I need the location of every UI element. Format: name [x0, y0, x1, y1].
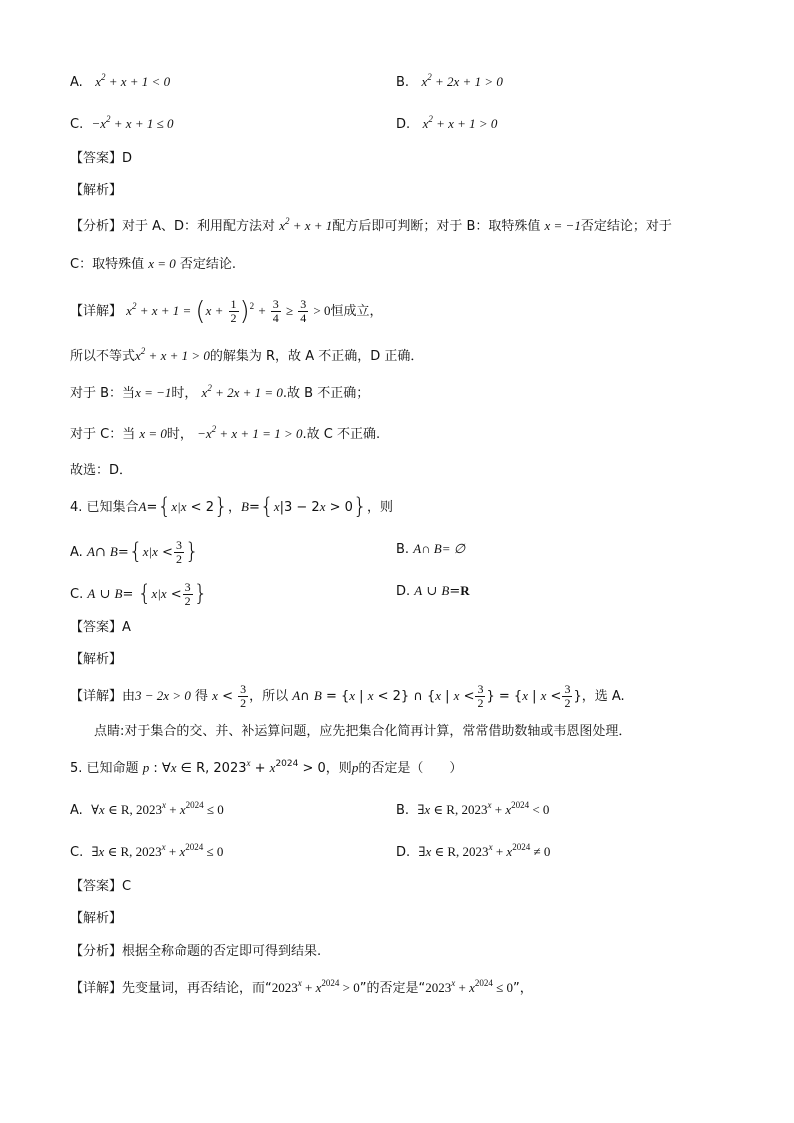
q5-option-a: A. ∀x ∈ R, $2023^x + x^{2024} \le 0$	[70, 800, 224, 818]
q3-answer: 【答案】D	[70, 151, 133, 166]
q3-jiexi-heading: 【解析】	[70, 183, 123, 198]
q3-option-d-math: $x^2 + x + 1 > 0$	[422, 114, 498, 131]
q3-option-c: C. $-x^2 + x + 1 \le 0$	[70, 114, 174, 132]
q3-option-b: B. $x^2 + 2x + 1 > 0$	[396, 72, 503, 90]
q5-answer: 【答案】C	[70, 879, 132, 894]
q5-stem: 5. 已知命题 p : ∀x ∈ R, $2023^x + x^{2024} > 0$，则p的否定是（ ）	[70, 758, 463, 776]
q3-detail-line4: 对于 C：当 x = 0时， $-x^2 + x + 1 = 1 > 0$.故 C 不正确.	[70, 424, 381, 442]
q3-analysis-line1: 【分析】对于 A、D：利用配方法对 $x^2 + x + 1$配方后即可判断；对于 B：取特殊值 x = −1否定结论；对于	[70, 216, 672, 234]
q4-stem: 4. 已知集合A={x|x < 2}，B={x|3 − 2x > 0}，则	[70, 494, 393, 520]
q5-detail: 【详解】先变量词，再否结论，而“$2023^x + x^{2024} > 0$”的否定是“$2023^x + x^{2024} \le 0$”，	[70, 978, 533, 996]
q5-analysis: 【分析】根据全称命题的否定即可得到结果.	[70, 944, 322, 959]
q5-jiexi-heading: 【解析】	[70, 911, 123, 926]
q4-detail-line1: 【详解】由3 − 2x > 0 得 x < $\frac{3}{2}$ ，所以 A∩ B = {x | x < 2} ∩ {x | x < $\frac{3}{2}$ } = {x | x < $\frac{3}{2}$ }，选 A.	[70, 682, 625, 710]
q3-detail-line1: 【详解】 $x^2 + x + 1 = (x$ + $\frac{1}{2}$ )$^2$ + $\frac{3}{4}$ ≥ $\frac{3}{4}$ > 0恒成立，	[70, 296, 383, 327]
q4-option-a: A. A∩ B={x|x < $\frac{3}{2}$ }	[70, 538, 199, 566]
q4-note: 点睛:对于集合的交、并、补运算问题，应先把集合化简再计算，常常借助数轴或韦恩图处理．	[94, 724, 632, 739]
q3-option-a-math: $x^2 + x + 1 < 0$	[95, 72, 171, 89]
q5-option-c: C. ∃x ∈ R, $2023^x + x^{2024} \le 0$	[70, 842, 224, 860]
q3-option-c-math: $-x^2 + x + 1 \le 0$	[91, 114, 174, 131]
q4-option-d: D. A ∪ B=R	[396, 583, 470, 599]
q4-jiexi-heading: 【解析】	[70, 652, 123, 667]
q4-option-c: C. A ∪ B= {x|x < $\frac{3}{2}$ }	[70, 580, 208, 608]
q4-answer: 【答案】A	[70, 620, 131, 635]
q5-option-d: D. ∃x ∈ R, $2023^x + x^{2024} \ne 0$	[396, 842, 551, 860]
q3-option-a: A. $x^2 + x + 1 < 0$	[70, 72, 171, 90]
q3-option-d: D. $x^2 + x + 1 > 0$	[396, 114, 498, 132]
q5-option-b: B. ∃x ∈ R, $2023^x + x^{2024} < 0$	[396, 800, 550, 818]
q3-detail-line3: 对于 B：当x = −1时， $x^2 + 2x + 1 = 0$.故 B 不正确；	[70, 383, 370, 401]
q3-detail-line2: 所以不等式$x^2 + x + 1 > 0$的解集为 R，故 A 不正确，D 正确．	[70, 346, 424, 364]
q3-option-b-math: $x^2 + 2x + 1 > 0$	[421, 72, 503, 89]
q3-conclusion: 故选：D．	[70, 463, 133, 478]
q4-option-b: B. A∩ B= ∅	[396, 541, 466, 557]
q3-analysis-line2: C：取特殊值 x = 0 否定结论.	[70, 256, 237, 272]
